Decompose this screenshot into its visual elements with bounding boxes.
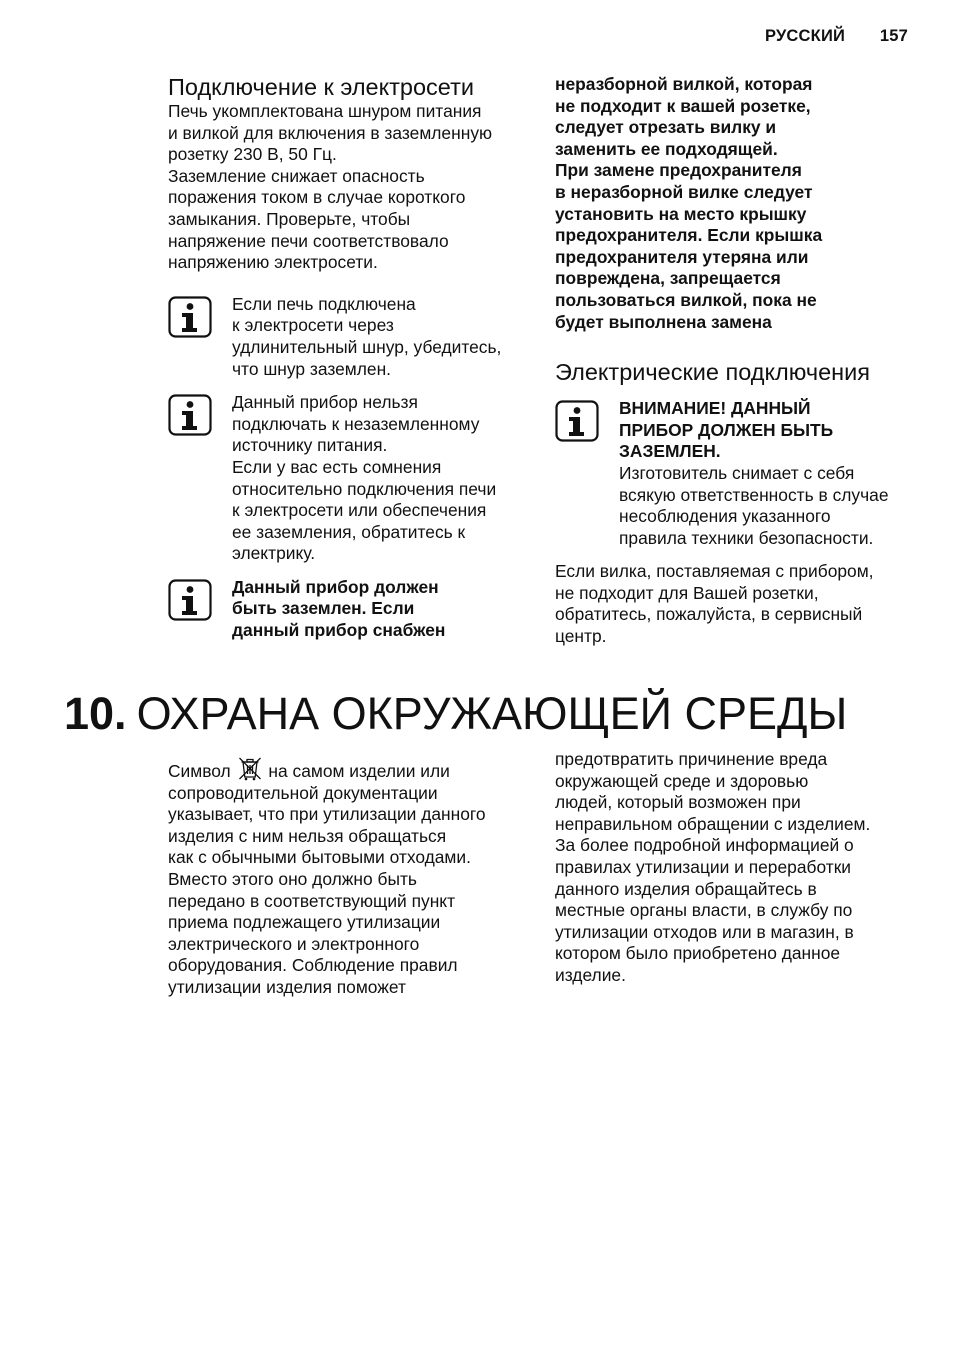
power-intro-text: Печь укомплектована шнуром питания и вилкой для включения в заземленную розетку 230 В, 50 Гц. Заземление снижает опасность поражения током в случае короткого замыкания. Проверьте, чтобы напряжение печи соответствовало напряжению электросети. [168, 101, 493, 273]
plug-replacement-text: неразборной вилкой, которая не подходит к вашей розетке, следует отрезать вилку и заменить ее подходящей. При замене предохранителя в неразборной вилке следует установить на место крышку предохранителя. Если крышка предохранителя утеряна или повреждена, запрещается пользоваться вилкой, пока не будет выполнена замена [555, 74, 823, 332]
left-column [168, 74, 533, 642]
env-left-text [168, 755, 538, 999]
warning-note [555, 398, 920, 549]
info-icon [168, 394, 210, 434]
weee-bin-icon [237, 755, 263, 782]
chapter-title: ОХРАНА ОКРУЖАЮЩЕЙ СРЕДЫ [136, 688, 848, 739]
chapter-number: 10. [64, 688, 127, 739]
chapter-heading [64, 688, 924, 740]
header-language: РУССКИЙ [764, 27, 846, 45]
info-note-grounded [168, 577, 533, 642]
env-right-text: предотвратить причинение вреда окружающей среде и здоровью людей, который возможен при неправильном обращении с изделием. За более подробной информацией о правилах утилизации и переработки данного изделия обращайтесь в местные органы власти, в службу по утилизации отходов или в магазин, в котором было приобретено данное изделие. [555, 749, 871, 985]
right-column [555, 74, 920, 648]
env-left-column [168, 755, 538, 999]
page-number: 157 [879, 27, 908, 45]
info-note-text-bold: Данный прибор должен быть заземлен. Если данный прибор снабжен [232, 576, 446, 641]
info-icon [555, 400, 597, 440]
section-heading-electrical: Электрические подключения [555, 359, 870, 386]
info-note-text: Если печь подключена к электросети через удлинительный шнур, убедитесь, что шнур заземлен. [232, 293, 502, 379]
warning-heading: ВНИМАНИЕ! ДАННЫЙ ПРИБОР ДОЛЖЕН БЫТЬ ЗАЗЕМЛЕН. [619, 398, 834, 462]
symbol-prefix: Символ [168, 761, 231, 781]
page-header [765, 27, 908, 46]
env-right-column [555, 749, 925, 987]
warning-text: Изготовитель снимает с себя всякую ответственность в случае несоблюдения указанного правила техники безопасности. [619, 462, 889, 548]
info-note-extension [168, 294, 533, 380]
section-heading-power: Подключение к электросети [168, 74, 474, 100]
env-left-body: на самом изделии или сопроводительной документации указывает, что при утилизации данного изделия с ним нельзя обращаться как с обычными бытовыми отходами. Вместо этого оно должно быть передано в соответствующий пункт приема подлежащего утилизации электрического и электронного оборудования. Соблюдение правил утилизации изделия поможет [168, 761, 486, 997]
info-note-text: Данный прибор нельзя подключать к незаземленному источнику питания. Если у вас есть сомнения относительно подключения печи к электросети или обеспечения ее заземления, обратитесь к электрику. [232, 392, 497, 564]
info-icon [168, 296, 210, 336]
info-note-ungrounded [168, 392, 533, 565]
service-center-text: Если вилка, поставляемая с прибором, не подходит для Вашей розетки, обратитесь, пожалуйста, в сервисный центр. [555, 561, 874, 647]
info-icon [168, 579, 210, 619]
